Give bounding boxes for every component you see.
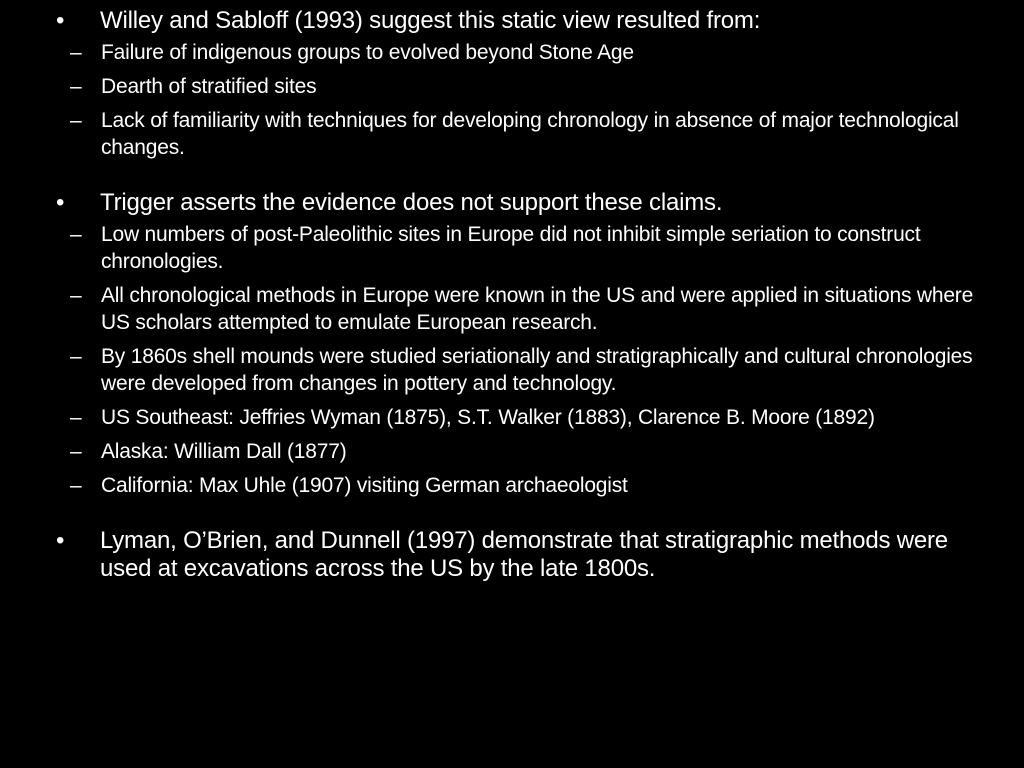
dash-marker: – (70, 75, 82, 98)
subpoint-text: Lack of familiarity with techniques for developing chronology in absence of major technological changes. (101, 109, 959, 159)
subpoint-text: Low numbers of post-Paleolithic sites in Europe did not inhibit simple seriation to construct chronologies. (101, 223, 921, 273)
subpoint (56, 404, 976, 431)
bullet-group-1 (56, 7, 976, 161)
subpoint-text: All chronological methods in Europe were known in the US and were applied in situations where US scholars attempted to emulate European research. (101, 284, 974, 334)
subpoint-text: Alaska: William Dall (1877) (101, 440, 347, 463)
dash-marker: – (70, 345, 82, 368)
subpoint-text: By 1860s shell mounds were studied seriationally and stratigraphically and cultural chronologies were developed from changes in pottery and technology. (101, 345, 973, 395)
subpoint (56, 438, 976, 465)
bullet-group-3 (56, 527, 976, 583)
subpoint-text: Dearth of stratified sites (101, 75, 317, 98)
bullet-point (56, 7, 976, 35)
dash-marker: – (70, 41, 82, 64)
subpoint-text: US Southeast: Jeffries Wyman (1875), S.T. Walker (1883), Clarence B. Moore (1892) (101, 406, 875, 429)
subpoint-list (56, 39, 976, 161)
subpoint (56, 343, 976, 397)
dash-marker: – (70, 474, 82, 497)
subpoint (56, 282, 976, 336)
subpoint (56, 221, 976, 275)
dash-marker: – (70, 223, 82, 246)
subpoint (56, 107, 976, 161)
dash-marker: – (70, 440, 82, 463)
dash-marker: – (70, 406, 82, 429)
bullet-marker: • (56, 189, 65, 216)
bullet-marker: • (56, 527, 65, 554)
dash-marker: – (70, 109, 82, 132)
bullet-text: Willey and Sabloff (1993) suggest this static view resulted from: (100, 7, 761, 34)
bullet-text: Trigger asserts the evidence does not support these claims. (100, 189, 723, 216)
bullet-point (56, 189, 976, 217)
bullet-marker: • (56, 7, 65, 34)
bullet-group-2 (56, 189, 976, 499)
bullet-point (56, 527, 976, 583)
subpoint-text: California: Max Uhle (1907) visiting German archaeologist (101, 474, 628, 497)
dash-marker: – (70, 284, 82, 307)
subpoint (56, 472, 976, 499)
subpoint (56, 39, 976, 66)
subpoint-text: Failure of indigenous groups to evolved beyond Stone Age (101, 41, 634, 64)
bullet-text: Lyman, O’Brien, and Dunnell (1997) demonstrate that stratigraphic methods were used at excavations across the US by the late 1800s. (100, 527, 948, 582)
subpoint-list (56, 221, 976, 499)
subpoint (56, 73, 976, 100)
